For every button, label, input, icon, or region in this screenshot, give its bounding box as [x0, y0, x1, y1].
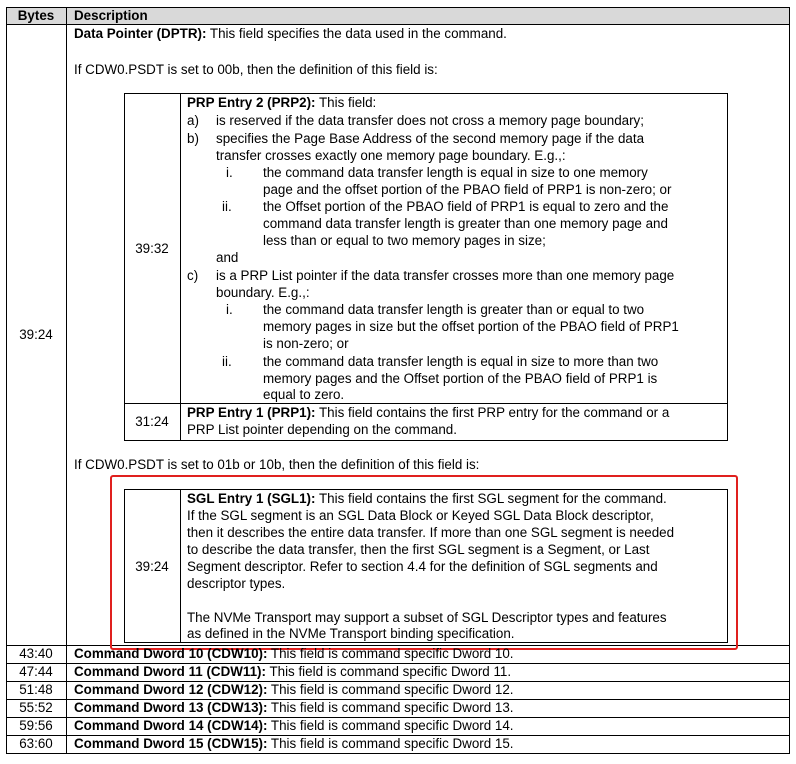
- header-description: Description: [74, 8, 148, 23]
- prp2-title-line: [187, 95, 376, 111]
- row-text: This field is command specific Dword 15.: [267, 736, 514, 751]
- header-bytes: Bytes: [17, 8, 55, 23]
- list-marker: i.: [226, 165, 233, 180]
- table-border-left: [6, 7, 7, 754]
- row-text: This field is command specific Dword 12.: [267, 682, 514, 697]
- prp2-item-b-i: page and the offset portion of the PBAO field of PRP1 is non-zero; or: [263, 182, 672, 197]
- row-description: [74, 700, 514, 716]
- prp2-item-c-i: is non-zero; or: [263, 336, 349, 351]
- prp2-item-c-ii: the command data transfer length is equal in size to more than two: [263, 354, 659, 369]
- row-text: This field is command specific Dword 13.: [267, 700, 514, 715]
- prp2-item-c-ii: memory pages and the Offset portion of the PBAO field of PRP1 is: [263, 371, 658, 386]
- nested-line: [727, 93, 728, 441]
- row-bytes: 47:44: [19, 664, 53, 679]
- header-bottom-line: [6, 24, 790, 25]
- row-title: Command Dword 12 (CDW12):: [74, 682, 268, 697]
- row-title: Command Dword 13 (CDW13):: [74, 700, 268, 715]
- row-description: [74, 736, 514, 752]
- prp1-title-line: [187, 405, 669, 421]
- nested-line: [124, 93, 125, 441]
- dptr-text: This field specifies the data used in the command.: [206, 26, 507, 41]
- table-border-bottom: [6, 753, 790, 754]
- row-bytes: 55:52: [19, 700, 53, 715]
- nested-line: [124, 93, 728, 94]
- row-bytes: 59:56: [19, 718, 53, 733]
- row-description: [74, 718, 514, 734]
- prp2-item-c-i: the command data transfer length is greater than or equal to two: [263, 302, 645, 317]
- list-marker: c): [187, 268, 199, 283]
- prp2-item-c-i: memory pages in size but the offset portion of the PBAO field of PRP1: [263, 319, 679, 334]
- sgl1-text: Segment descriptor. Refer to section 4.4 for the definition of SGL segments and: [187, 559, 658, 574]
- row-description: [74, 664, 511, 680]
- dptr-line: [74, 26, 507, 42]
- prp2-item-c-ii: equal to zero.: [263, 387, 345, 402]
- sgl1-text: This field contains the first SGL segment for the command.: [315, 491, 667, 506]
- sgl1-text: If the SGL segment is an SGL Data Block or Keyed SGL Data Block descriptor,: [187, 508, 654, 523]
- prp2-item-b: transfer crosses exactly one memory page boundary. E.g.,:: [216, 148, 566, 163]
- row-text: This field is command specific Dword 10.: [267, 646, 514, 661]
- highlight-box: [110, 475, 738, 650]
- nested-line: [124, 440, 728, 441]
- column-divider: [66, 7, 67, 754]
- prp2-item-b-i: the command data transfer length is equal in size to one memory: [263, 165, 648, 180]
- sgl1-text: descriptor types.: [187, 576, 286, 591]
- list-marker: i.: [226, 302, 233, 317]
- list-marker: ii.: [222, 354, 232, 369]
- row-description: [74, 682, 514, 698]
- prp2-title: PRP Entry 2 (PRP2):: [187, 95, 316, 110]
- prp2-item-a: is reserved if the data transfer does not cross a memory page boundary;: [216, 113, 644, 128]
- prp2-and: and: [216, 250, 239, 265]
- psdt-condition-01b-10b: If CDW0.PSDT is set to 01b or 10b, then the definition of this field is:: [74, 457, 480, 472]
- prp2-item-b-ii: command data transfer length is greater than one memory page and: [263, 216, 668, 231]
- prp2-item-c: boundary. E.g.,:: [216, 285, 310, 300]
- dptr-title: Data Pointer (DPTR):: [74, 26, 207, 41]
- row-bytes: 51:48: [19, 682, 53, 697]
- list-marker: ii.: [222, 199, 232, 214]
- row-bytes: 63:60: [19, 736, 53, 751]
- sgl1-text: then it describes the entire data transfer. If more than one SGL segment is needed: [187, 525, 675, 540]
- prp2-item-b: specifies the Page Base Address of the second memory page if the data: [216, 131, 645, 146]
- main-row-bytes: 39:24: [19, 327, 53, 342]
- sgl1-text: as defined in the NVMe Transport binding specification.: [187, 626, 515, 641]
- prp2-item-b-ii: less than or equal to two memory pages in size;: [263, 233, 546, 248]
- list-marker: b): [187, 131, 199, 146]
- row-text: This field is command specific Dword 11.: [265, 664, 512, 679]
- row-title: Command Dword 11 (CDW11):: [74, 664, 266, 679]
- sgl1-title: SGL Entry 1 (SGL1):: [187, 491, 316, 506]
- row-title: Command Dword 14 (CDW14):: [74, 718, 268, 733]
- prp2-bytes: 39:32: [135, 241, 169, 256]
- nested-line: [180, 93, 181, 441]
- prp2-item-b-ii: the Offset portion of the PBAO field of PRP1 is equal to zero and the: [263, 199, 669, 214]
- psdt-condition-00b: If CDW0.PSDT is set to 00b, then the definition of this field is:: [74, 62, 438, 77]
- table-border-right: [789, 7, 790, 754]
- prp1-title: PRP Entry 1 (PRP1):: [187, 405, 316, 420]
- sgl1-text: to describe the data transfer, then the first SGL segment is a Segment, or Last: [187, 542, 650, 557]
- row-title: Command Dword 15 (CDW15):: [74, 736, 268, 751]
- row-text: This field is command specific Dword 14.: [267, 718, 514, 733]
- prp1-text: PRP List pointer depending on the command.: [187, 422, 457, 437]
- nested-line: [124, 403, 728, 404]
- prp2-title-suffix: This field:: [315, 95, 377, 110]
- prp1-bytes: 31:24: [135, 414, 169, 429]
- sgl1-text: The NVMe Transport may support a subset of SGL Descriptor types and features: [187, 610, 667, 625]
- row-description: [74, 646, 514, 662]
- sgl1-bytes: 39:24: [135, 559, 169, 574]
- row-bytes: 43:40: [19, 646, 53, 661]
- prp2-item-c: is a PRP List pointer if the data transfer crosses more than one memory page: [216, 268, 675, 283]
- prp1-text: This field contains the first PRP entry for the command or a: [315, 405, 670, 420]
- row-title: Command Dword 10 (CDW10):: [74, 646, 268, 661]
- list-marker: a): [187, 113, 199, 128]
